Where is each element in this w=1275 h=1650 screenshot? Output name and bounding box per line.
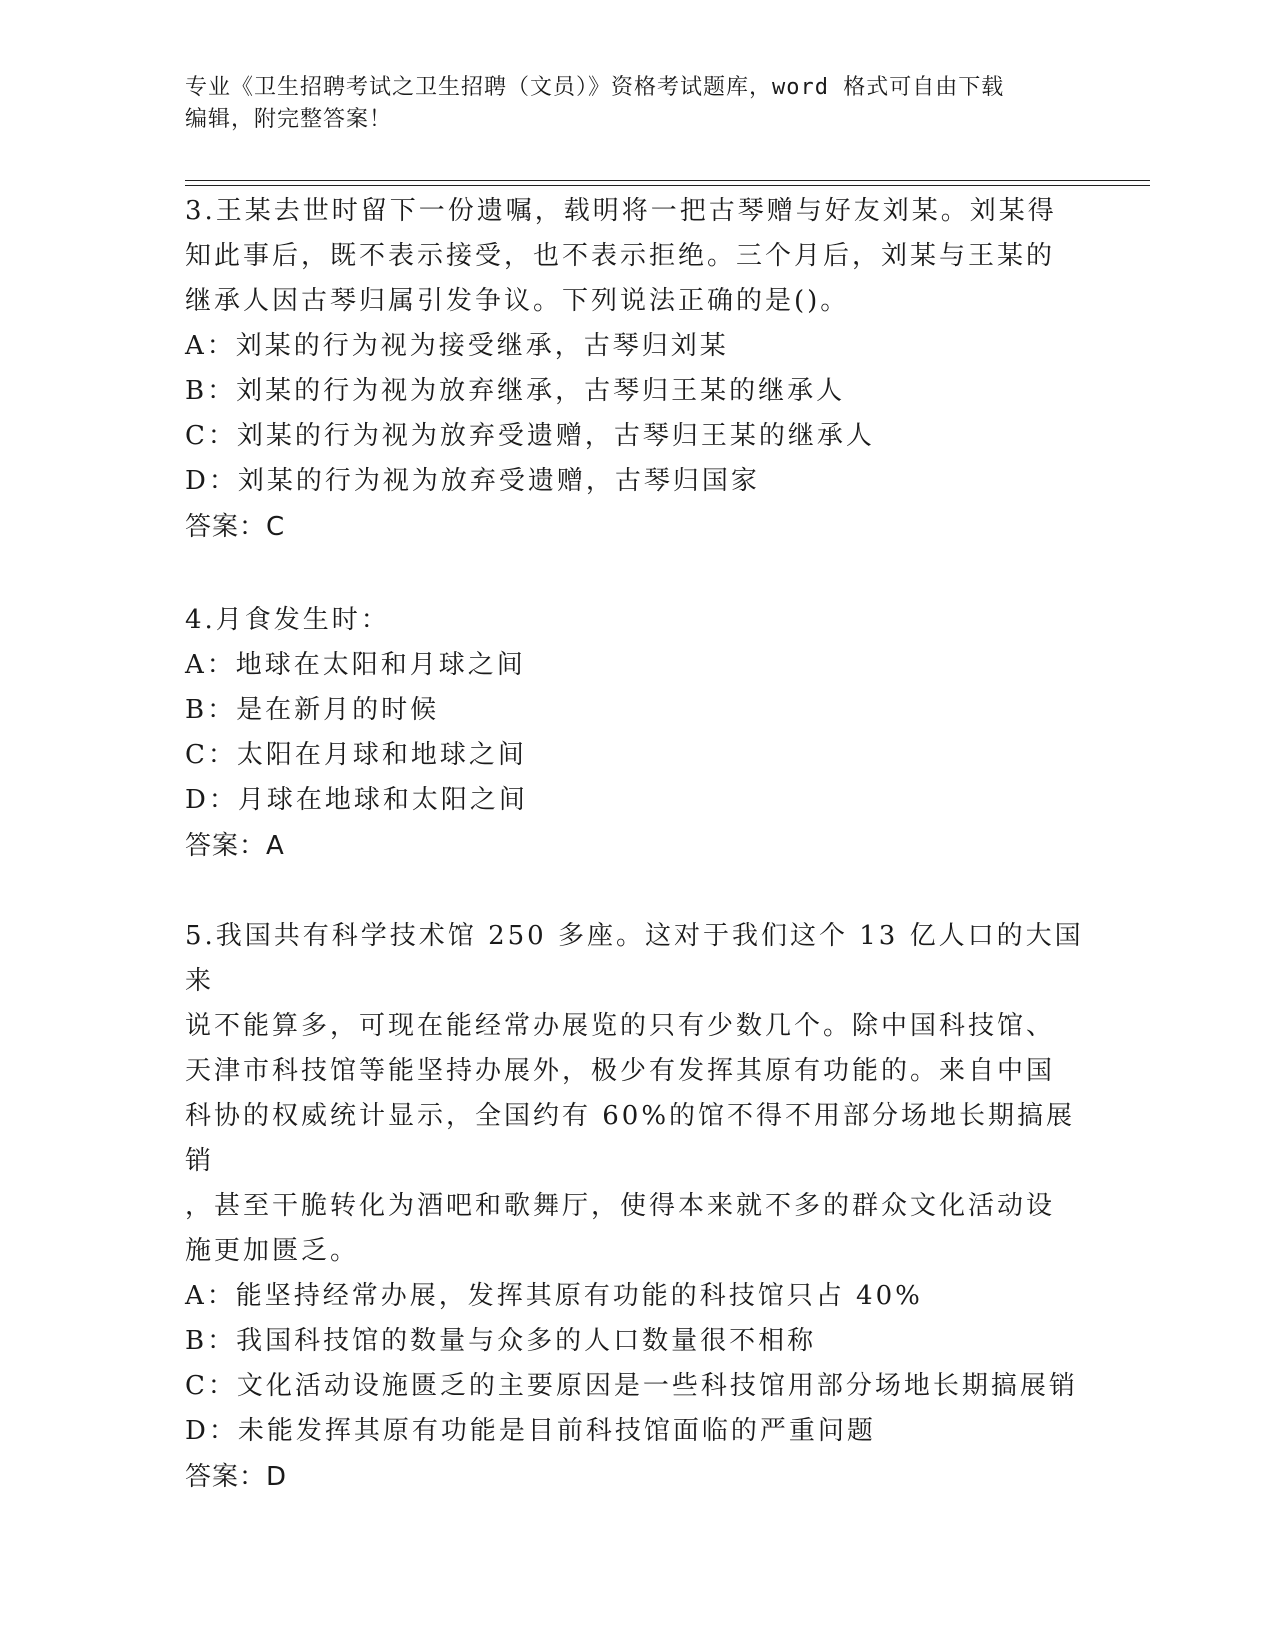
- option-d: D：月球在地球和太阳之间: [185, 785, 528, 815]
- question-stem-line: 科协的权威统计显示，全国约有 60%的馆不得不用部分场地长期搞展销: [185, 1101, 1076, 1176]
- option-d: D：刘某的行为视为放弃受遗赠，古琴归国家: [185, 466, 760, 496]
- header-divider-top: [185, 180, 1150, 181]
- answer: 答案：D: [185, 1462, 288, 1492]
- header-line-2: 编辑，附完整答案！: [185, 107, 393, 132]
- question-4: [185, 598, 1085, 869]
- option-c: C：太阳在月球和地球之间: [185, 740, 527, 770]
- answer: 答案：C: [185, 512, 286, 542]
- option-c: C：刘某的行为视为放弃受遗赠，古琴归王某的继承人: [185, 421, 875, 451]
- question-stem-line: 4.月食发生时：: [185, 605, 390, 635]
- question-stem-line: 知此事后，既不表示接受，也不表示拒绝。三个月后，刘某与王某的: [185, 241, 1056, 271]
- page-header: [185, 72, 1075, 136]
- option-c: C：文化活动设施匮乏的主要原因是一些科技馆用部分场地长期搞展销: [185, 1371, 1078, 1401]
- question-5: [185, 914, 1085, 1500]
- option-d: D：未能发挥其原有功能是目前科技馆面临的严重问题: [185, 1416, 876, 1446]
- question-stem-line: 继承人因古琴归属引发争议。下列说法正确的是()。: [185, 286, 850, 316]
- option-a: A：地球在太阳和月球之间: [185, 650, 526, 680]
- question-3: [185, 189, 1085, 550]
- option-b: B：刘某的行为视为放弃继承，古琴归王某的继承人: [185, 376, 846, 406]
- answer: 答案：A: [185, 831, 285, 861]
- question-stem-line: 说不能算多，可现在能经常办展览的只有少数几个。除中国科技馆、: [185, 1011, 1056, 1041]
- question-stem-line: 5.我国共有科学技术馆 250 多座。这对于我们这个 13 亿人口的大国来: [185, 921, 1084, 996]
- header-divider-bottom: [185, 185, 1150, 186]
- option-b: B：我国科技馆的数量与众多的人口数量很不相称: [185, 1326, 817, 1356]
- option-a: A：能坚持经常办展，发挥其原有功能的科技馆只占 40%: [185, 1281, 923, 1311]
- question-stem-line: ，甚至干脆转化为酒吧和歌舞厅，使得本来就不多的群众文化活动设: [185, 1191, 1056, 1221]
- option-b: B：是在新月的时候: [185, 695, 440, 725]
- header-line-1: 专业《卫生招聘考试之卫生招聘（文员）》资格考试题库，word 格式可自由下载: [185, 75, 1005, 100]
- option-a: A：刘某的行为视为接受继承，古琴归刘某: [185, 331, 729, 361]
- question-stem-line: 施更加匮乏。: [185, 1236, 360, 1266]
- question-stem-line: 天津市科技馆等能坚持办展外，极少有发挥其原有功能的。来自中国: [185, 1056, 1056, 1086]
- question-stem-line: 3.王某去世时留下一份遗嘱，载明将一把古琴赠与好友刘某。刘某得: [185, 196, 1057, 226]
